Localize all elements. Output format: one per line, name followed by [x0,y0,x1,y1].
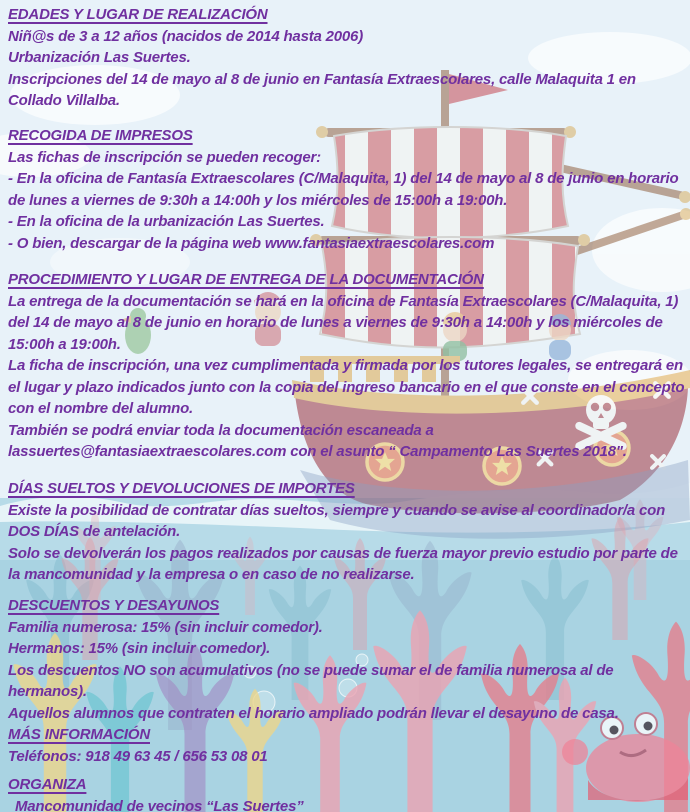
section-edades-heading: EDADES Y LUGAR DE REALIZACIÓN [8,6,268,23]
paragraph-loose-days: Existe la posibilidad de contratar días sueltos, siempre y cuando se avise al coordinador/a con DOS DÍAS de antelación. [8,501,666,540]
paragraph-telefonos: Teléfonos: 918 49 63 45 / 656 53 08 01 [8,747,268,765]
paragraph-desayuno: Aquellos alumnos que contraten el horario ampliado podrán llevar el desayuno de casa. [8,704,619,722]
paragraph-office-urbanizacion: - En la oficina de la urbanización Las Suertes. [8,213,325,230]
paragraph-familia-numerosa: Familia numerosa: 15% (sin incluir comedor). [8,618,323,636]
paragraph-intro: Las fichas de inscripción se pueden recoger: [8,148,321,166]
paragraph-website: - O bien, descargar de la página web www.fantasiaextraescolares.com [8,234,495,252]
paragraph-refunds: Solo se devolverán los pagos realizados por causas de fuerza mayor previo estudio por parte de la mancomunidad y la empresa o en caso de no realizarse. [8,544,678,583]
paragraph-no-acumulativos: Los descuentos NO son acumulativos (no se puede sumar el de familia numerosa al de hermanos). [8,661,614,700]
section-descuentos-heading: DESCUENTOS Y DESAYUNOS [8,597,220,614]
paragraph-inscription-dates: Inscripciones del 14 de mayo al 8 de junio en Fantasía Extraescolares, calle Malaquita 1 en Collado Villalba. [8,70,636,109]
section-dias-sueltos-heading: DÍAS SUELTOS Y DEVOLUCIONES DE IMPORTES [8,480,355,497]
paragraph-office-fantasia: - En la oficina de Fantasía Extraescolares (C/Malaquita, 1) del 14 de mayo al 8 de junio en horario de lunes a viernes de 9:30h a 14:00h y los miércoles de 15:00h a 19:00h. [8,170,679,209]
section-recogida-heading: RECOGIDA DE IMPRESOS [8,127,193,144]
section-descuentos [8,595,685,724]
section-mas-informacion [8,724,685,767]
section-organiza [8,774,685,812]
section-procedimiento [8,269,685,463]
section-procedimiento-heading: PROCEDIMIENTO Y LUGAR DE ENTREGA DE LA DOCUMENTACIÓN [8,271,484,288]
paragraph-ages: Niñ@s de 3 a 12 años (nacidos de 2014 hasta 2006) [8,27,363,45]
section-edades [8,4,685,112]
paragraph-organizador: Mancomunidad de vecinos “Las Suertes” [15,797,304,812]
paragraph-delivery: La entrega de la documentación se hará en la oficina de Fantasía Extraescolares (C/Malaquita, 1) del 14 de mayo al 8 de junio en horario de lunes a viernes de 9:30h a 14:00h y los miércoles de 15:00h a 19:00h. [8,292,679,353]
paragraph-signed-form: La ficha de inscripción, una vez cumplimentada y firmada por los tutores legales, se entregará en el lugar y plazo indicados junto con la copia del ingreso bancario en el que conste en el concepto con el nombre del alumno. [8,357,685,417]
paragraph-email-option: También se podrá enviar toda la documentación escaneada a lassuertes@fantasiaextraescolares.com con el asunto “ Campamento Las Suertes 2018". [8,421,627,460]
section-dias-sueltos [8,478,685,586]
paragraph-location: Urbanización Las Suertes. [8,49,191,66]
section-organiza-heading: ORGANIZA [8,776,87,793]
section-mas-informacion-heading: MÁS INFORMACIÓN [8,726,150,743]
paragraph-hermanos: Hermanos: 15% (sin incluir comedor). [8,640,271,657]
section-recogida [8,125,685,254]
